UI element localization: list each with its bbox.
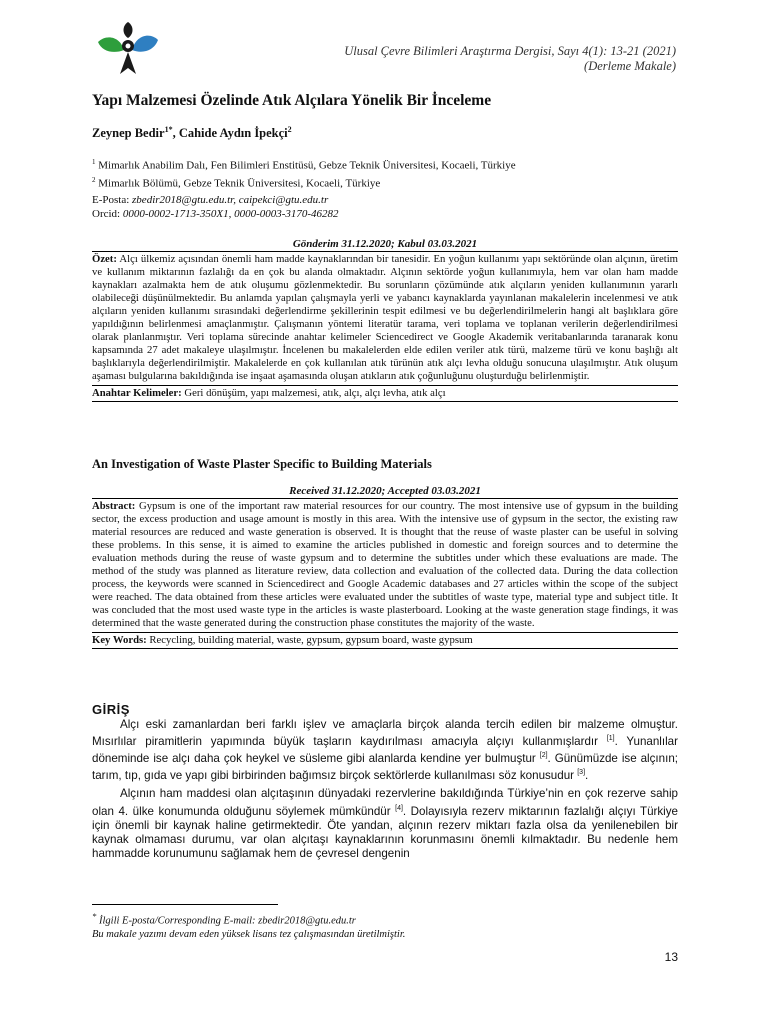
journal-line: Ulusal Çevre Bilimleri Araştırma Dergisi, Sayı 4(1): 13-21 (2021) xyxy=(344,44,676,58)
giris-p1-part-a: Alçı eski zamanlardan beri farklı işlev ve amaçlarla birçok alanda tercih edilen bir malzeme olmuştur. Mısırlılar piramitlerin yapımında büyük taşların kaydırılması amacıyla alçıyı kullanmışlardır xyxy=(92,718,678,749)
affiliations xyxy=(92,155,516,190)
footnote-thesis-note: Bu makale yazımı devam eden yüksek lisans tez çalışmasından üretilmiştir. xyxy=(92,928,406,940)
ozet-keywords xyxy=(92,385,678,400)
orcid-label: Orcid: xyxy=(92,208,123,220)
giris-paragraph-2 xyxy=(92,787,678,861)
article-type: (Derleme Makale) xyxy=(584,59,676,73)
paper-title: Yapı Malzemesi Özelinde Atık Alçılara Yönelik Bir İnceleme xyxy=(92,92,492,109)
contact-info xyxy=(92,193,339,221)
email-value: zbedir2018@gtu.edu.tr, caipekci@gtu.edu.tr xyxy=(132,194,329,206)
ozet-paragraph xyxy=(92,253,678,383)
author-2-mark: 2 xyxy=(287,125,292,134)
section-heading-giris: GİRİŞ xyxy=(92,702,130,717)
ozet-box xyxy=(92,251,678,402)
giris-p2-part-a: Alçının ham maddesi olan alçıtaşının dünyadaki rezervlerine bakıldığında Türkiye’nin en çok rezerve sahip olan 4. ülke konumunda olduğunu söylemek mümkündür xyxy=(92,787,678,818)
footnote-email xyxy=(92,910,405,928)
english-title: An Investigation of Waste Plaster Specific to Building Materials xyxy=(92,457,432,471)
author-1-mark: 1* xyxy=(164,125,173,134)
orcid-line xyxy=(92,207,339,221)
footnote-mark: * xyxy=(92,911,97,921)
abstract-text: Gypsum is one of the important raw material resources for our country. The most intensive use of gypsum in the building sector, the excess production and usage amount is mostly in this area. With the intensive use of gypsum in the sector, the existing raw material resources are reduced and waste generation is observed. It is thought that the reuse of waste plaster can be useful in solving these problems. In this sense, it is aimed to examine the articles published in domestic and foreign sources and to determine the evaluation methods during the reuse of waste gypsum and to determine the subtitles under which these evaluations are made. The method of the study was planned as literature review, data collection and evaluation of the collected data. During the data collection process, the keywords were scanned in Sciencedirect and Google Academic databases and 27 articles within the scope of the subject were reached. The data obtained from these articles were evaluated under the subtitles of waste type, material type and subject title. It was concluded that the most used waste type in the articles is waste plasterboard. Looking at the waste generation stage findings, it was determined that the waste generated during the construction phase constitutes the majority of the waste. xyxy=(92,500,678,629)
citation-3: [3] xyxy=(577,769,586,777)
ozet-keywords-label: Anahtar Kelimeler: xyxy=(92,387,182,399)
abstract-keywords-label: Key Words: xyxy=(92,634,147,646)
tr-dates: Gönderim 31.12.2020; Kabul 03.03.2021 xyxy=(292,238,478,250)
footnote xyxy=(92,910,405,941)
affiliation-1 xyxy=(92,155,516,173)
affiliation-2-text: Mimarlık Bölümü, Gebze Teknik Üniversitesi, Kocaeli, Türkiye xyxy=(98,177,381,190)
giris-body xyxy=(92,718,678,865)
abstract-label: Abstract: xyxy=(92,500,136,512)
giris-p1-part-d: . xyxy=(585,769,589,783)
journal-header xyxy=(256,44,676,74)
giris-p1-part-b: . Yunanlılar döneminde ise alçı daha çok heykel ve süsleme gibi alanlarda kendine yer bulmuştur xyxy=(92,735,678,766)
giris-p2-part-b: . Dolayısıyla rezerv miktarının fazlalığı alçıyı Türkiye için önemli bir kaynak haline getirmektedir. Öte yandan, alçının rezerv miktarı fazla olsa da yenilenebilen bir kaynak olmaması durumu, var olan alçıtaşı kaynaklarının korunmasını önemli kılmaktadır. Bu nedenle hem hammadde korunumunu sağlamak hem de çevresel dengenin xyxy=(92,804,679,861)
giris-paragraph-1 xyxy=(92,718,678,783)
author-1: Zeynep Bedir xyxy=(92,126,165,141)
citation-2: [2] xyxy=(539,752,548,760)
author-separator: , xyxy=(172,126,179,141)
citation-4: [4] xyxy=(395,804,403,812)
email-label: E-Posta: xyxy=(92,194,133,206)
affiliation-2 xyxy=(92,173,516,191)
giris-p1-part-c: . Günümüzde ise alçının; tarım, tıp, gıda ve yapı gibi birbirinden bağımsız birçok sektörlerde kullanılması söz konusudur xyxy=(92,752,678,783)
en-dates: Received 31.12.2020; Accepted 03.03.2021 xyxy=(289,485,481,497)
ozet-label: Özet: xyxy=(92,253,117,265)
author-2: Cahide Aydın İpekçi xyxy=(178,126,288,141)
journal-logo xyxy=(92,20,164,78)
citation-1: [1] xyxy=(606,735,615,743)
affiliation-1-text: Mimarlık Anabilim Dalı, Fen Bilimleri Enstitüsü, Gebze Teknik Üniversitesi, Kocaeli, Türkiye xyxy=(98,159,516,172)
affiliation-2-mark: 2 xyxy=(92,175,96,184)
email-line xyxy=(92,193,339,207)
footnote-rule xyxy=(92,904,278,905)
affiliation-1-mark: 1 xyxy=(92,158,96,166)
abstract-keywords xyxy=(92,632,678,647)
ozet-text: Alçı ülkemiz açısından önemli ham madde kaynaklarından bir tanesidir. En yoğun kullanımı yapı sektöründe olan alçının, üretim ve kullanım miktarının fazlalığı da en çok bu alanda olmaktadır. Alçının sektörde yoğun kullanımıyla, hem var olan ham madde kaynakları azalmakta hem de atık oluşumu gözlenmektedir. Bu sorunların çözümünde atık alçıların yeniden kullanımının yararlı olabileceği düşünülmektedir. Bu anlamda yapılan çalışmayla yerli ve yabancı kaynaklarda yayınlanan makalelerin incelenmesi ve atık alçıların yeniden kullanımı sırasındaki değerlendirme şekillerinin tespit edilmesi ve bu değerlendirilmelerin hangi alt başlıklara göre yapıldığının belirlenmesi amaçlanmıştır. Çalışmanın yöntemi literatür tarama, veri toplama ve toplanan verilerin değerlendirilmesi olarak planlanmıştır. Veri toplama sürecinde anahtar kelimeler Sciencedirect ve Google Akademik veritabanlarında taranarak konu kapsamında 27 adet makaleye ulaşılmıştır. İncelenen bu makalelerden elde edilen veriler atık türü, malzeme türü ve konu başlığı alt başlıklarıyla değerlendirilmiştir. Makalelerde en çok kullanılan atık türünün atık alçı levha olduğu sonucuna ulaşılmıştır. Atık oluşum aşaması bulgularına bakıldığında ise inşaat aşamasında oluşan atıkların atık çoğunluğunu oluşturduğu belirlenmiştir. xyxy=(92,253,678,382)
abstract-keywords-text: Recycling, building material, waste, gypsum, gypsum board, waste gypsum xyxy=(146,634,473,646)
footnote-email-text: İlgili E-posta/Corresponding E-mail: zbedir2018@gtu.edu.tr xyxy=(96,915,356,927)
orcid-value: 0000-0002-1713-350X1, 0000-0003-3170-46282 xyxy=(122,208,339,220)
abstract-paragraph xyxy=(92,500,678,630)
ozet-keywords-text: Geri dönüşüm, yapı malzemesi, atık, alçı, alçı levha, atık alçı xyxy=(181,387,446,399)
page-number: 13 xyxy=(664,950,678,964)
author-list xyxy=(92,125,292,141)
abstract-box xyxy=(92,498,678,649)
